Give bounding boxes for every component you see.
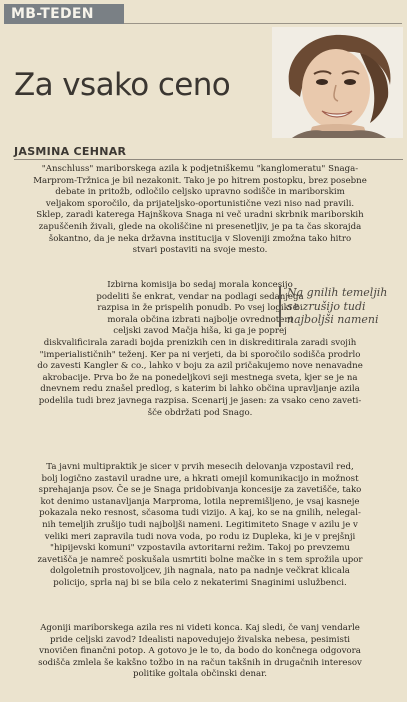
- text-line: akrobacije. Prva bo že na ponedeljkovi seji mestnega sveta, kjer se je na: [42, 372, 358, 383]
- text-line: morala občina izbrati najbolje ovrednoteni: [107, 314, 293, 325]
- pull-quote: [279, 286, 407, 327]
- text-line: dnevnem redu znašel predlog, s katerim bi lahko občina upravljanje azila: [40, 384, 360, 395]
- text-line: zapuščenih živali, glede na okoliščine ni presenetljiv, je pa ta čas skorajda: [38, 221, 362, 232]
- pull-quote-line: Na gnilih temeljih: [287, 286, 388, 299]
- text-line: pride celjski zavod? Idealisti napovedujejo živalska nebesa, pesimisti: [49, 634, 351, 645]
- text-line: sodišča zmlela še kakšno tožbo in na račun takšnih in drugačnih interesov: [38, 657, 362, 668]
- author-byline: JASMINA CEHNAR: [14, 145, 127, 158]
- text-line: šče obdržati pod Snago.: [147, 407, 253, 418]
- article-paragraph-1: [14, 164, 386, 257]
- text-line: policijo, sprla naj bi se bila celo z nekaterimi Snaginimi uslužbenci.: [53, 577, 347, 588]
- text-line: podeliti še enkrat, vendar na podlagi sedanjega: [96, 291, 304, 302]
- text-line: podelila tudi brez javnega razpisa. Scenarij je jasen: za vsako ceno zaveti-: [38, 395, 362, 406]
- text-line: diskvalificirala zaradi bojda prenizkih cen in diskreditirala zaradi svojih: [43, 337, 357, 348]
- text-line: šokantno, da je neka državna institucija v Sloveniji zmožna tako hitro: [48, 233, 352, 244]
- text-line: "Anschluss" mariborskega azila k podjetniškemu "kanglomeratu" Snaga-: [41, 164, 359, 174]
- text-line: debate in pritožb, odločilo celjsko upravno sodišče in mariborskim: [55, 187, 345, 198]
- text-line: Marprom-Tržnica je bil nezakonit. Tako je po hitrem postopku, brez posebne: [33, 175, 367, 186]
- text-line: veliki meri zapravila tudi nova voda, po rodu iz Dupleka, ki je v prejšnji: [44, 531, 356, 542]
- text-line: celjski zavod Mačja hiša, ki ga je poprej: [113, 326, 287, 337]
- text-line: sprehajanja psov. Če se je Snaga pridobivanja koncesije za zavetišče, tako: [38, 485, 362, 496]
- text-line: kot denimo ustanavljanja Marproma, lotila nepremišljeno, je vsaj kasneje: [40, 496, 360, 507]
- text-line: politike goltala občinski denar.: [132, 669, 267, 680]
- text-line: Izbirna komisija bo sedaj morala koncesijo: [107, 280, 293, 290]
- byline-rule: [14, 159, 403, 160]
- text-line: do zavesti Kangler & co., lahko v boju za azil pričakujemo nove nenavadne: [37, 361, 363, 372]
- pull-quote-line: najboljši nameni: [287, 313, 379, 326]
- section-rule: [124, 23, 402, 24]
- pull-quote-line: se zrušijo tudi: [287, 299, 366, 313]
- section-label: MB-TEDEN: [4, 4, 124, 24]
- author-photo: [272, 27, 403, 138]
- text-line: bolj logično zastavil uradne ure, a hkrati omejil komunikacijo in možnost: [41, 473, 359, 484]
- text-line: Sklep, zaradi katerega Hajnškova Snaga ni več uradni skrbnik mariborskih: [36, 210, 364, 221]
- text-line: veljakom sporočilo, da prijateljsko-oportunistične vezi niso nad pravili.: [45, 198, 355, 209]
- text-line: nih temeljih zrušijo tudi najboljši nameni. Legitimiteto Snage v azilu je v: [42, 519, 358, 530]
- text-line: pokazala neko resnost, sčasoma tudi vizijo. A kaj, ko se na gnilih, nelegal-: [39, 508, 361, 519]
- text-line: razpisa in že prispelih ponudb. Po vsej logiki bi: [97, 303, 303, 314]
- text-line: dolgoletnih prostovoljcev, jih nagnala, nato pa nadnje večkrat klicala: [50, 566, 350, 577]
- article-paragraph-3: [14, 462, 386, 590]
- text-line: vnovičen finančni potop. A gotovo je le to, da bodo do končnega odgovora: [39, 646, 361, 657]
- article-paragraph-4: [14, 623, 386, 681]
- text-line: "hipijevski komuni" vzpostavila avtoritarni režim. Takoj po prevzemu: [50, 543, 350, 554]
- text-line: "imperialističnih" teženj. Ker pa ni verjeti, da bi sporočilo sodišča prodrlo: [39, 349, 361, 360]
- text-line: zavetišča je namreč poskušala usmrtiti bolne mačke in s tem sprožila upor: [37, 554, 363, 565]
- text-line: Agoniji mariborskega azila res ni videti konca. Kaj sledi, če vanj vendarle: [40, 623, 360, 633]
- headline: Za vsako ceno: [14, 66, 231, 103]
- author-portrait-image: [272, 27, 403, 138]
- text-line: stvari postaviti na svoje mesto.: [132, 245, 268, 256]
- text-line: Ta javni multipraktik je sicer v prvih mesecih delovanja vzpostavil red,: [46, 462, 354, 472]
